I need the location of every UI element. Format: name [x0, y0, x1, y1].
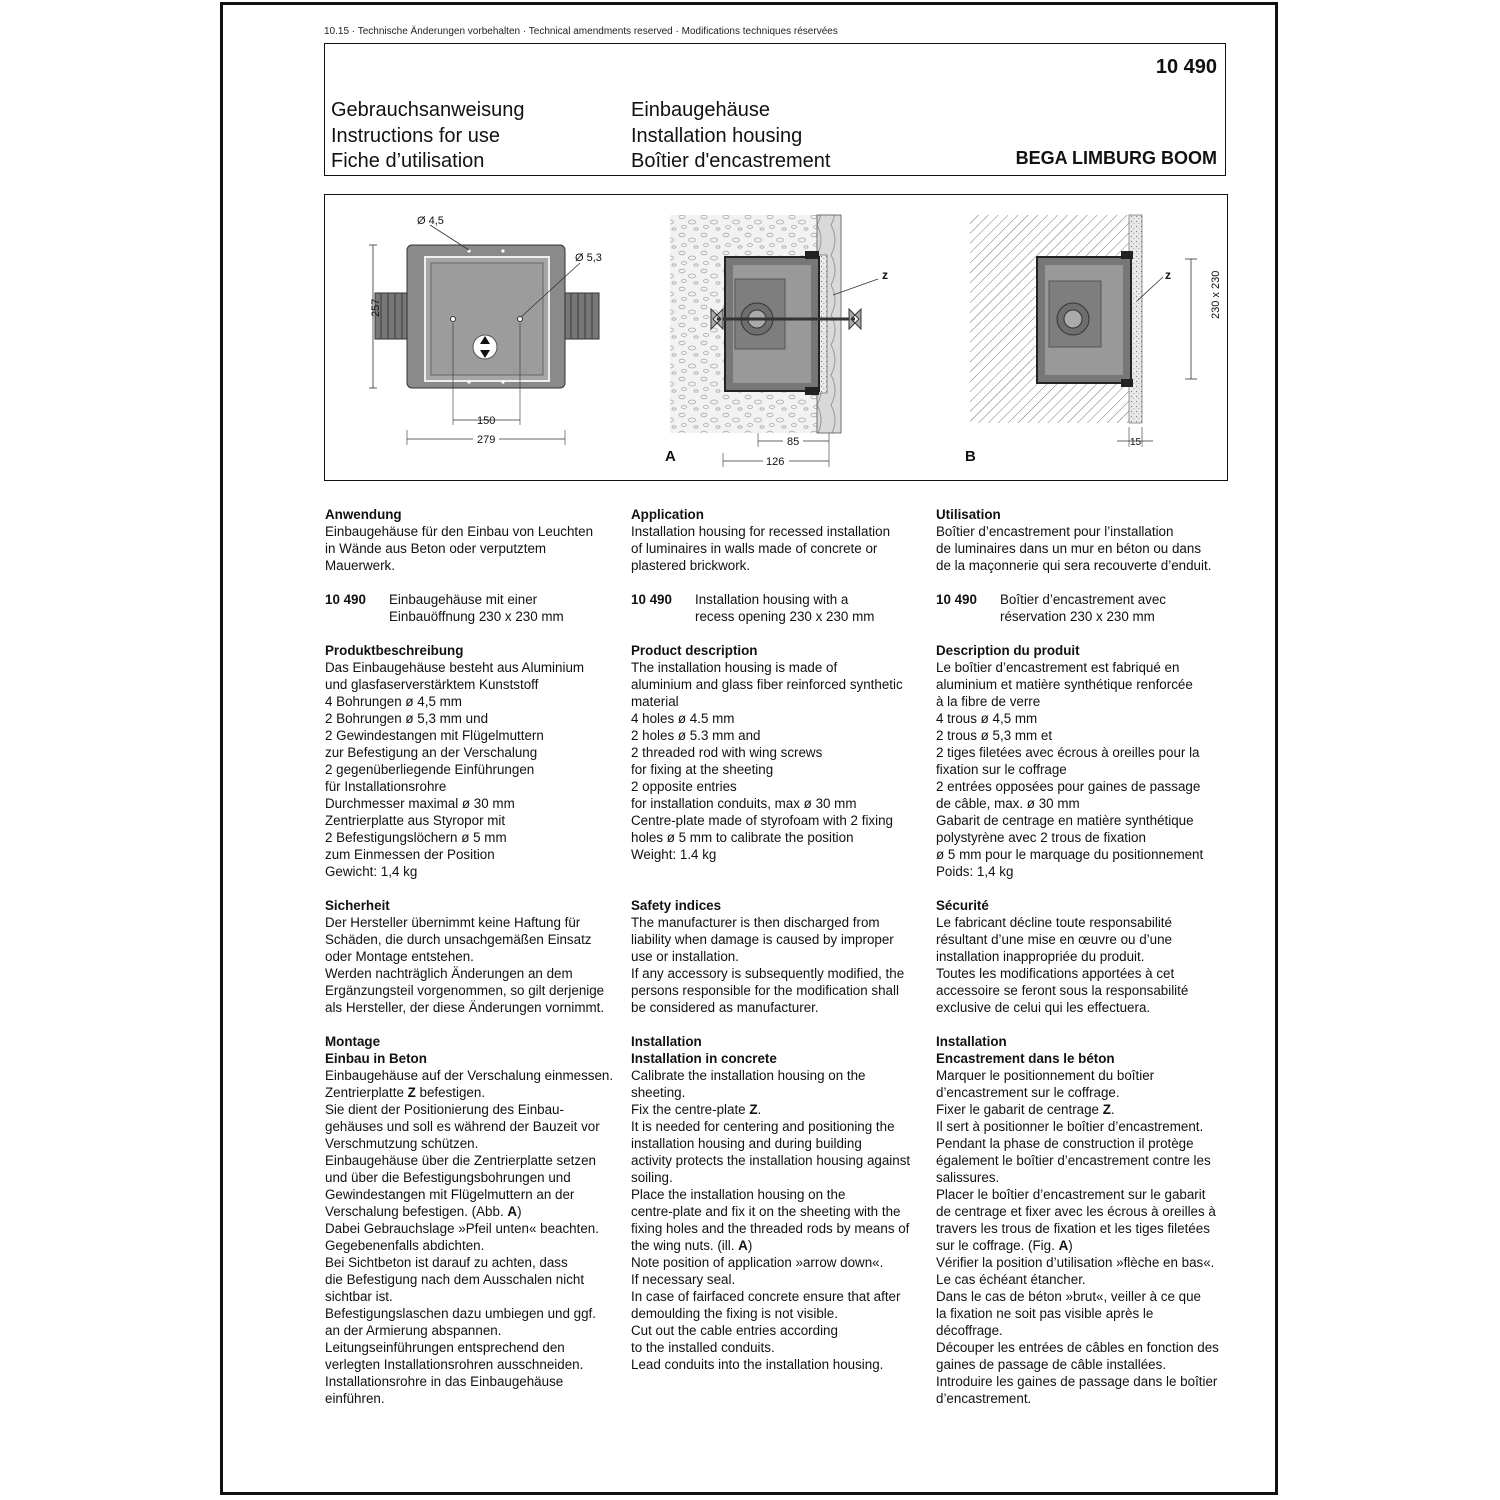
- installation-line: centre-plate and fix it on the sheeting with the: [631, 1204, 901, 1219]
- article-line: Einbauöffnung 230 x 230 mm: [389, 609, 564, 624]
- dim-d53: Ø 5,3: [575, 252, 602, 264]
- installation-line: Il sert à positionner le boîtier d’encastrement.: [936, 1119, 1204, 1134]
- installation-line: gehäuses und soll es während der Bauzeit vor: [325, 1119, 600, 1134]
- safety-line: exclusive de celui qui les effectuera.: [936, 1000, 1151, 1015]
- installation-line: soiling.: [631, 1170, 673, 1185]
- installation-line: travers les trous de fixation et les tiges filetées: [936, 1221, 1210, 1236]
- installation-line: It is needed for centering and positioning the: [631, 1119, 895, 1134]
- front-view: [369, 215, 602, 446]
- article-line: réservation 230 x 230 mm: [1000, 609, 1155, 624]
- installation-section: [631, 1033, 931, 1373]
- installation-line: to the installed conduits.: [631, 1340, 775, 1355]
- safety-heading: Sicherheit: [325, 898, 390, 913]
- installation-line: d’encastrement sur le coffrage.: [936, 1085, 1120, 1100]
- installation-line: Einbaugehäuse über die Zentrierplatte setzen: [325, 1153, 596, 1168]
- product-line: Weight: 1.4 kg: [631, 847, 717, 862]
- product-line: aluminium and glass fiber reinforced synthetic: [631, 677, 903, 692]
- product-line: 4 Bohrungen ø 4,5 mm: [325, 694, 462, 709]
- article-item: [631, 591, 931, 625]
- product-line: 2 gegenüberliegende Einführungen: [325, 762, 535, 777]
- article-line: Installation housing with a: [695, 592, 849, 607]
- article-description: [1000, 591, 1166, 625]
- product-line: zum Einmessen der Position: [325, 847, 495, 862]
- safety-heading: Sécurité: [936, 898, 989, 913]
- installation-line: Sie dient der Positionierung des Einbau-: [325, 1102, 564, 1117]
- dim-w279: 279: [477, 434, 496, 446]
- dim-126: 126: [766, 456, 785, 468]
- installation-line: demoulding the fixing is not visible.: [631, 1306, 838, 1321]
- safety-line: Ergänzungsteil vorgenommen, so gilt derjenige: [325, 983, 605, 998]
- dim-w150: 150: [477, 415, 496, 427]
- text-column: [325, 506, 625, 1424]
- dim-h257: 257: [370, 298, 382, 317]
- installation-line: the wing nuts. (ill. A): [631, 1238, 753, 1253]
- article-number: 10 490: [631, 592, 672, 607]
- product-line: 2 trous ø 5,3 mm et: [936, 728, 1053, 743]
- installation-line: décoffrage.: [936, 1323, 1003, 1338]
- installation-line: Note position of application »arrow down«.: [631, 1255, 884, 1270]
- installation-line: Le cas échéant étancher.: [936, 1272, 1086, 1287]
- installation-line: de centrage et fixer avec les écrous à oreilles à: [936, 1204, 1216, 1219]
- application-line: de luminaires dans un mur en béton ou dans: [936, 541, 1202, 556]
- safety-line: If any accessory is subsequently modified, the: [631, 966, 905, 981]
- product-line: 2 Gewindestangen mit Flügelmuttern: [325, 728, 544, 743]
- safety-line: liability when damage is caused by improper: [631, 932, 894, 947]
- installation-heading: Installation: [936, 1034, 1007, 1049]
- header-product-line: Einbaugehäuse: [631, 99, 771, 121]
- product-line: Zentrierplatte aus Styropor mit: [325, 813, 506, 828]
- product-heading: Product description: [631, 643, 758, 658]
- installation-line: Dans le cas de béton »brut«, veiller à ce que: [936, 1289, 1202, 1304]
- application-line: Einbaugehäuse für den Einbau von Leuchten: [325, 524, 594, 539]
- safety-section: [936, 897, 1236, 1016]
- article-line: Einbaugehäuse mit einer: [389, 592, 538, 607]
- text-column: [936, 506, 1236, 1424]
- application-heading: Application: [631, 507, 704, 522]
- product-line: fixation sur le coffrage: [936, 762, 1067, 777]
- technical-drawing: [324, 194, 1228, 481]
- article-item: [325, 591, 625, 625]
- product-line: 2 Befestigungslöchern ø 5 mm: [325, 830, 507, 845]
- product-line: holes ø 5 mm to calibrate the position: [631, 830, 854, 845]
- header-product-line: Boîtier d'encastrement: [631, 150, 831, 172]
- article-item: [936, 591, 1236, 625]
- product-line: Gewicht: 1,4 kg: [325, 864, 418, 879]
- installation-line: activity protects the installation housing against: [631, 1153, 911, 1168]
- product-line: Centre-plate made of styrofoam with 2 fixing: [631, 813, 893, 828]
- safety-line: use or installation.: [631, 949, 739, 964]
- installation-line: sichtbar ist.: [325, 1289, 393, 1304]
- installation-line: sheeting.: [631, 1085, 686, 1100]
- installation-line: If necessary seal.: [631, 1272, 736, 1287]
- product-section: [631, 642, 931, 863]
- product-line: 4 holes ø 4.5 mm: [631, 711, 735, 726]
- installation-heading: Installation: [631, 1034, 702, 1049]
- application-heading: Anwendung: [325, 507, 402, 522]
- safety-line: Toutes les modifications apportées à cet: [936, 966, 1175, 981]
- safety-line: Le fabricant décline toute responsabilité: [936, 915, 1172, 930]
- installation-line: Gegebenenfalls abdichten.: [325, 1238, 485, 1253]
- dim-230: 230 x 230: [1210, 270, 1222, 319]
- header-product-name: [631, 98, 830, 175]
- installation-line: Calibrate the installation housing on the: [631, 1068, 866, 1083]
- application-line: of luminaires in walls made of concrete or: [631, 541, 878, 556]
- installation-line: gaines de passage de câble installées.: [936, 1357, 1167, 1372]
- application-line: de la maçonnerie qui sera recouverte d’enduit.: [936, 558, 1212, 573]
- installation-line: und über die Befestigungsbohrungen und: [325, 1170, 571, 1185]
- product-line: 4 trous ø 4,5 mm: [936, 711, 1038, 726]
- section-view-a: [665, 215, 888, 468]
- installation-line: Leitungseinführungen entsprechend den: [325, 1340, 565, 1355]
- application-section: [631, 506, 931, 574]
- installation-line: Découper les entrées de câbles en fonction des: [936, 1340, 1219, 1355]
- application-line: Mauerwerk.: [325, 558, 395, 573]
- installation-line: Einbaugehäuse auf der Verschalung einmessen.: [325, 1068, 614, 1083]
- product-line: 2 holes ø 5.3 mm and: [631, 728, 761, 743]
- installation-line: fixing holes and the threaded rods by means of: [631, 1221, 910, 1236]
- label-a: A: [665, 448, 676, 465]
- product-line: 2 opposite entries: [631, 779, 737, 794]
- product-line: 2 threaded rod with wing screws: [631, 745, 823, 760]
- installation-line: verlegten Installationsrohren ausschneiden.: [325, 1357, 584, 1372]
- installation-line: die Befestigung nach dem Ausschalen nicht: [325, 1272, 585, 1287]
- dim-85: 85: [787, 436, 800, 448]
- installation-subheading: Encastrement dans le béton: [936, 1051, 1115, 1066]
- safety-line: résultant d’une mise en œuvre ou d’une: [936, 932, 1172, 947]
- article-description: [695, 591, 874, 625]
- product-line: Poids: 1,4 kg: [936, 864, 1014, 879]
- product-line: à la fibre de verre: [936, 694, 1041, 709]
- installation-line: Cut out the cable entries according: [631, 1323, 838, 1338]
- installation-subheading: Einbau in Beton: [325, 1051, 427, 1066]
- application-heading: Utilisation: [936, 507, 1001, 522]
- header-doc-type-line: Fiche d’utilisation: [331, 150, 485, 172]
- header-doc-type: [331, 98, 524, 175]
- installation-line: d’encastrement.: [936, 1391, 1032, 1406]
- product-line: 2 tiges filetées avec écrous à oreilles pour la: [936, 745, 1200, 760]
- safety-section: [325, 897, 625, 1016]
- product-heading: Produktbeschreibung: [325, 643, 464, 658]
- safety-line: als Hersteller, der diese Änderungen vornimmt.: [325, 1000, 605, 1015]
- installation-line: installation housing and during building: [631, 1136, 862, 1151]
- product-section: [936, 642, 1236, 880]
- label-z-a: z: [882, 268, 888, 282]
- header-doc-type-line: Instructions for use: [331, 124, 500, 147]
- product-line: 2 Bohrungen ø 5,3 mm und: [325, 711, 489, 726]
- installation-line: Marquer le positionnement du boîtier: [936, 1068, 1155, 1083]
- installation-line: également le boîtier d’encastrement contre les: [936, 1153, 1211, 1168]
- installation-line: Gewindestangen mit Flügelmuttern an der: [325, 1187, 575, 1202]
- product-heading: Description du produit: [936, 643, 1080, 658]
- product-line: aluminium et matière synthétique renforcée: [936, 677, 1193, 692]
- safety-line: The manufacturer is then discharged from: [631, 915, 880, 930]
- installation-line: Dabei Gebrauchslage »Pfeil unten« beachten.: [325, 1221, 599, 1236]
- installation-line: einführen.: [325, 1391, 385, 1406]
- installation-line: Befestigungslaschen dazu umbiegen und ggf.: [325, 1306, 596, 1321]
- safety-heading: Safety indices: [631, 898, 722, 913]
- brand-name: BEGA LIMBURG BOOM: [1015, 148, 1217, 168]
- product-line: Durchmesser maximal ø 30 mm: [325, 796, 515, 811]
- installation-line: salissures.: [936, 1170, 1000, 1185]
- product-line: The installation housing is made of: [631, 660, 838, 675]
- installation-line: la fixation ne soit pas visible après le: [936, 1306, 1154, 1321]
- installation-line: In case of fairfaced concrete ensure that after: [631, 1289, 901, 1304]
- product-line: Le boîtier d’encastrement est fabriqué en: [936, 660, 1180, 675]
- header-doc-type-line: Gebrauchsanweisung: [331, 99, 525, 121]
- safety-line: Werden nachträglich Änderungen an dem: [325, 966, 573, 981]
- installation-line: Place the installation housing on the: [631, 1187, 846, 1202]
- installation-line: Verschmutzung schützen.: [325, 1136, 479, 1151]
- installation-line: Pendant la phase de construction il protège: [936, 1136, 1194, 1151]
- article-description: [389, 591, 564, 625]
- product-line: Das Einbaugehäuse besteht aus Aluminium: [325, 660, 585, 675]
- top-line: 10.15 · Technische Änderungen vorbehalten · Technical amendments reserved · Modifications techniques réservées: [324, 26, 838, 37]
- safety-line: Der Hersteller übernimmt keine Haftung für: [325, 915, 581, 930]
- application-section: [325, 506, 625, 574]
- application-line: in Wände aus Beton oder verputztem: [325, 541, 547, 556]
- application-line: Installation housing for recessed installation: [631, 524, 891, 539]
- safety-line: installation inappropriée du produit.: [936, 949, 1145, 964]
- doc-number: 10 490: [1155, 56, 1217, 78]
- product-line: de câble, max. ø 30 mm: [936, 796, 1080, 811]
- header-product-line: Installation housing: [631, 124, 803, 147]
- safety-section: [631, 897, 931, 1016]
- label-b: B: [965, 448, 976, 465]
- header-box: [324, 43, 1226, 176]
- dim-d45: Ø 4,5: [417, 215, 444, 227]
- installation-line: Bei Sichtbeton ist darauf zu achten, dass: [325, 1255, 568, 1270]
- product-line: ø 5 mm pour le marquage du positionnement: [936, 847, 1204, 862]
- installation-line: Lead conduits into the installation housing.: [631, 1357, 884, 1372]
- installation-section: [936, 1033, 1236, 1407]
- installation-line: Installationsrohre in das Einbaugehäuse: [325, 1374, 564, 1389]
- safety-line: Schäden, die durch unsachgemäßen Einsatz: [325, 932, 592, 947]
- section-view-b: [965, 215, 1222, 465]
- installation-heading: Montage: [325, 1034, 381, 1049]
- installation-line: Vérifier la position d’utilisation »flèche en bas«.: [936, 1255, 1215, 1270]
- safety-line: be considered as manufacturer.: [631, 1000, 819, 1015]
- application-line: Boîtier d’encastrement pour l’installation: [936, 524, 1174, 539]
- installation-line: Verschalung befestigen. (Abb. A): [325, 1204, 522, 1219]
- product-line: 2 entrées opposées pour gaines de passage: [936, 779, 1201, 794]
- dim-15: 15: [1130, 437, 1142, 448]
- safety-line: accessoire se feront sous la responsabilité: [936, 983, 1189, 998]
- article-line: Boîtier d’encastrement avec: [1000, 592, 1166, 607]
- installation-line: Introduire les gaines de passage dans le boîtier: [936, 1374, 1218, 1389]
- installation-line: Zentrierplatte Z befestigen.: [325, 1085, 486, 1100]
- text-column: [631, 506, 931, 1390]
- product-line: Gabarit de centrage en matière synthétique: [936, 813, 1194, 828]
- safety-line: persons responsible for the modification shall: [631, 983, 899, 998]
- installation-line: Fix the centre-plate Z.: [631, 1102, 762, 1117]
- application-line: plastered brickwork.: [631, 558, 751, 573]
- label-z-b: z: [1165, 268, 1171, 282]
- product-line: für Installationsrohre: [325, 779, 447, 794]
- article-number: 10 490: [936, 592, 977, 607]
- installation-section: [325, 1033, 625, 1407]
- installation-subheading: Installation in concrete: [631, 1051, 777, 1066]
- article-line: recess opening 230 x 230 mm: [695, 609, 875, 624]
- product-line: und glasfaserverstärktem Kunststoff: [325, 677, 539, 692]
- installation-line: Placer le boîtier d’encastrement sur le gabarit: [936, 1187, 1206, 1202]
- installation-line: an der Armierung abspannen.: [325, 1323, 502, 1338]
- product-line: for installation conduits, max ø 30 mm: [631, 796, 857, 811]
- product-line: for fixing at the sheeting: [631, 762, 774, 777]
- installation-line: sur le coffrage. (Fig. A): [936, 1238, 1073, 1253]
- product-line: zur Befestigung an der Verschalung: [325, 745, 538, 760]
- safety-line: oder Montage entstehen.: [325, 949, 474, 964]
- application-section: [936, 506, 1236, 574]
- article-number: 10 490: [325, 592, 366, 607]
- product-line: polystyrène avec 2 trous de fixation: [936, 830, 1146, 845]
- product-line: material: [631, 694, 679, 709]
- installation-line: Fixer le gabarit de centrage Z.: [936, 1102, 1115, 1117]
- product-section: [325, 642, 625, 880]
